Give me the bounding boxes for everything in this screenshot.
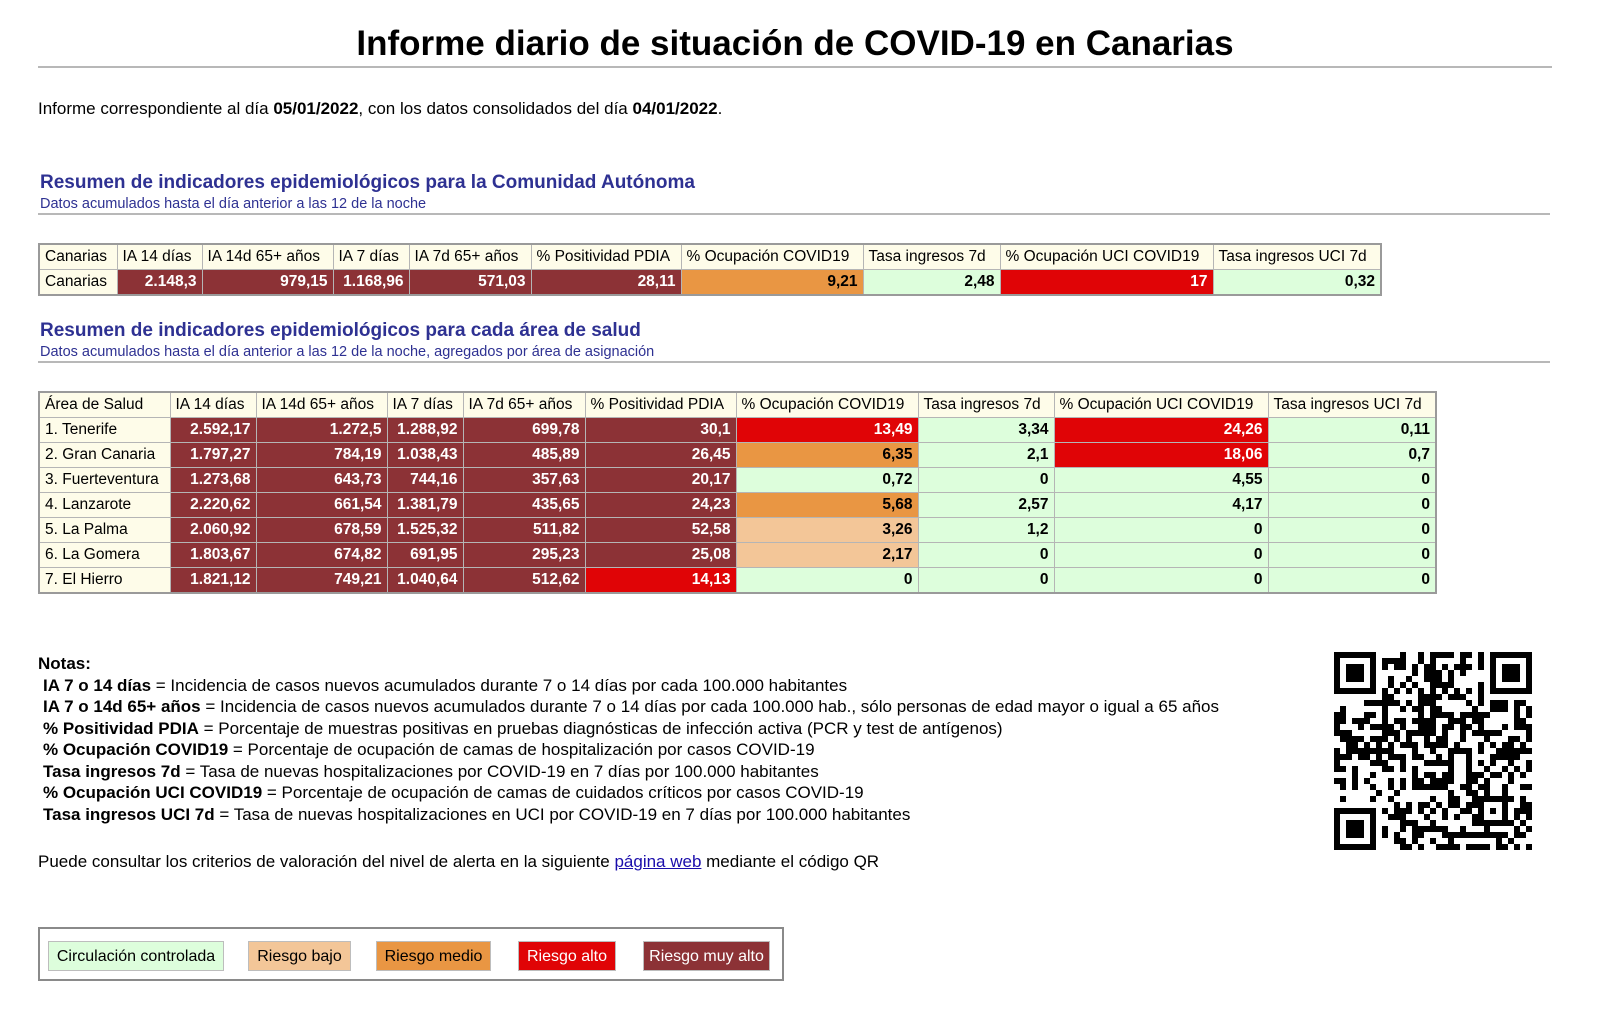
- indicator-cell: 749,21: [256, 568, 387, 594]
- column-header: IA 7d 65+ años: [463, 392, 585, 418]
- indicator-cell: 1.168,96: [333, 270, 409, 296]
- column-header: IA 14d 65+ años: [256, 392, 387, 418]
- indicator-cell: 0: [1268, 493, 1436, 518]
- column-header: % Positividad PDIA: [531, 244, 681, 270]
- indicator-cell: 1.288,92: [387, 418, 463, 443]
- indicator-cell: 24,23: [585, 493, 736, 518]
- note-term: % Positividad PDIA: [43, 718, 199, 738]
- legend-riesgo-medio: Riesgo medio: [376, 941, 491, 971]
- note-definition: = Porcentaje de ocupación de camas de hospitalización por casos COVID-19: [228, 740, 815, 759]
- indicator-cell: 25,08: [585, 543, 736, 568]
- indicator-cell: 13,49: [736, 418, 918, 443]
- note-definition: = Tasa de nuevas hospitalizaciones por COVID-19 en 7 días por 100.000 habitantes: [180, 761, 819, 781]
- indicator-cell: 357,63: [463, 468, 585, 493]
- indicator-cell: 0: [1268, 543, 1436, 568]
- legend-circulacion-controlada: Circulación controlada: [48, 941, 224, 971]
- indicator-cell: 2,1: [918, 443, 1054, 468]
- column-header: % Ocupación COVID19: [736, 392, 918, 418]
- note-term: % Ocupación UCI COVID19: [43, 783, 263, 802]
- column-header: % Ocupación COVID19: [681, 244, 863, 270]
- indicator-cell: 2,17: [736, 543, 918, 568]
- indicator-cell: 18,06: [1054, 443, 1268, 468]
- indicator-cell: 5,68: [736, 493, 918, 518]
- row-label: Canarias: [39, 270, 117, 296]
- consult-text: [38, 852, 879, 872]
- indicator-cell: 0,7: [1268, 443, 1436, 468]
- note-term: IA 7 o 14 días: [43, 675, 152, 695]
- indicator-cell: 2,48: [863, 270, 1000, 296]
- table-header-row: [39, 392, 1436, 418]
- row-label: 7. El Hierro: [39, 568, 170, 594]
- indicator-cell: 1.272,5: [256, 418, 387, 443]
- indicator-cell: 0: [918, 568, 1054, 594]
- indicator-cell: 17: [1000, 270, 1213, 296]
- section2-subtitle: Datos acumulados hasta el día anterior a las 12 de la noche, agregados por área de asignación: [40, 344, 655, 360]
- indicator-cell: 674,82: [256, 543, 387, 568]
- indicator-cell: 0,72: [736, 468, 918, 493]
- risk-legend: [38, 927, 784, 981]
- row-label: 2. Gran Canaria: [39, 443, 170, 468]
- note-item: [38, 675, 1219, 697]
- indicator-cell: 14,13: [585, 568, 736, 594]
- column-header: IA 7 días: [333, 244, 409, 270]
- note-definition: = Incidencia de casos nuevos acumulados durante 7 o 14 días por cada 100.000 habitantes: [151, 675, 848, 695]
- indicator-cell: 0: [1054, 568, 1268, 594]
- page-title: Informe diario de situación de COVID-19 en Canarias: [356, 24, 1234, 63]
- note-item: [38, 761, 1219, 783]
- table-row: [39, 270, 1381, 296]
- column-header: Tasa ingresos 7d: [863, 244, 1000, 270]
- indicator-cell: 0: [1268, 518, 1436, 543]
- consult-prefix: Puede consultar los criterios de valoración del nivel de alerta en la siguiente: [38, 852, 615, 871]
- indicator-cell: 0: [918, 468, 1054, 493]
- section1-divider: [38, 213, 1550, 215]
- indicator-cell: 24,26: [1054, 418, 1268, 443]
- note-term: IA 7 o 14d 65+ años: [43, 697, 201, 716]
- note-term: % Ocupación COVID19: [43, 740, 229, 759]
- indicator-cell: 0: [1054, 543, 1268, 568]
- indicator-cell: 0,11: [1268, 418, 1436, 443]
- note-item: [38, 782, 1219, 804]
- notes-block: [38, 653, 1219, 825]
- indicator-cell: 30,1: [585, 418, 736, 443]
- note-term: Tasa ingresos 7d: [43, 761, 181, 781]
- indicator-cell: 511,82: [463, 518, 585, 543]
- indicator-cell: 784,19: [256, 443, 387, 468]
- health-area-indicators-table: [38, 391, 1437, 594]
- table-row: [39, 493, 1436, 518]
- section2-divider: [38, 361, 1550, 363]
- column-header: % Ocupación UCI COVID19: [1000, 244, 1213, 270]
- indicator-cell: 691,95: [387, 543, 463, 568]
- indicator-cell: 0: [918, 543, 1054, 568]
- indicator-cell: 3,34: [918, 418, 1054, 443]
- column-header: IA 7 días: [387, 392, 463, 418]
- intro-prefix: Informe correspondiente al día: [38, 99, 274, 118]
- indicator-cell: 28,11: [531, 270, 681, 296]
- row-label: 4. Lanzarote: [39, 493, 170, 518]
- indicator-cell: 6,35: [736, 443, 918, 468]
- indicator-cell: 571,03: [409, 270, 531, 296]
- indicator-cell: 435,65: [463, 493, 585, 518]
- table-row: [39, 443, 1436, 468]
- indicator-cell: 2.148,3: [117, 270, 202, 296]
- intro-middle: , con los datos consolidados del día: [358, 99, 633, 118]
- section1-subtitle: Datos acumulados hasta el día anterior a las 12 de la noche: [40, 196, 427, 212]
- indicator-cell: 0: [1268, 568, 1436, 594]
- indicator-cell: 3,26: [736, 518, 918, 543]
- indicator-cell: 4,55: [1054, 468, 1268, 493]
- column-header: Canarias: [39, 244, 117, 270]
- community-indicators-table: [38, 243, 1382, 296]
- legend-riesgo-alto: Riesgo alto: [518, 941, 616, 971]
- report-intro: [38, 99, 722, 119]
- indicator-cell: 678,59: [256, 518, 387, 543]
- indicator-cell: 9,21: [681, 270, 863, 296]
- column-header: IA 7d 65+ años: [409, 244, 531, 270]
- indicator-cell: 979,15: [202, 270, 333, 296]
- indicator-cell: 26,45: [585, 443, 736, 468]
- indicator-cell: 0,32: [1213, 270, 1381, 296]
- note-term: Tasa ingresos UCI 7d: [43, 804, 215, 824]
- indicator-cell: 661,54: [256, 493, 387, 518]
- indicator-cell: 643,73: [256, 468, 387, 493]
- indicator-cell: 20,17: [585, 468, 736, 493]
- notes-title: Notas:: [38, 654, 91, 673]
- indicator-cell: 1.797,27: [170, 443, 256, 468]
- column-header: IA 14d 65+ años: [202, 244, 333, 270]
- row-label: 3. Fuerteventura: [39, 468, 170, 493]
- note-definition: = Porcentaje de muestras positivas en pruebas diagnósticas de infección activa (PCR y test de antígenos): [198, 718, 1003, 738]
- table-row: [39, 468, 1436, 493]
- indicator-cell: 0: [1054, 518, 1268, 543]
- column-header: % Positividad PDIA: [585, 392, 736, 418]
- indicator-cell: 1.381,79: [387, 493, 463, 518]
- table-row: [39, 568, 1436, 594]
- indicator-cell: 1.040,64: [387, 568, 463, 594]
- indicator-cell: 0: [1268, 468, 1436, 493]
- legend-riesgo-muy-alto: Riesgo muy alto: [643, 941, 770, 971]
- note-item: [38, 696, 1219, 718]
- indicator-cell: 52,58: [585, 518, 736, 543]
- column-header: Tasa ingresos UCI 7d: [1268, 392, 1436, 418]
- indicator-cell: 1.038,43: [387, 443, 463, 468]
- indicator-cell: 2,57: [918, 493, 1054, 518]
- indicator-cell: 1.525,32: [387, 518, 463, 543]
- note-definition: = Porcentaje de ocupación de camas de cuidados críticos por casos COVID-19: [262, 783, 864, 802]
- indicator-cell: 1,2: [918, 518, 1054, 543]
- column-header: Tasa ingresos UCI 7d: [1213, 244, 1381, 270]
- indicator-cell: 0: [736, 568, 918, 594]
- indicator-cell: 2.060,92: [170, 518, 256, 543]
- indicator-cell: 485,89: [463, 443, 585, 468]
- indicator-cell: 2.220,62: [170, 493, 256, 518]
- column-header: IA 14 días: [170, 392, 256, 418]
- column-header: Área de Salud: [39, 392, 170, 418]
- intro-suffix: .: [717, 99, 723, 118]
- data-date: 04/01/2022: [632, 99, 718, 118]
- row-label: 1. Tenerife: [39, 418, 170, 443]
- section1-title: Resumen de indicadores epidemiológicos para la Comunidad Autónoma: [40, 172, 695, 193]
- indicator-cell: 1.821,12: [170, 568, 256, 594]
- indicator-cell: 1.273,68: [170, 468, 256, 493]
- table-header-row: [39, 244, 1381, 270]
- note-definition: = Tasa de nuevas hospitalizaciones en UCI por COVID-19 en 7 días por 100.000 habitantes: [214, 804, 911, 824]
- column-header: Tasa ingresos 7d: [918, 392, 1054, 418]
- alert-criteria-link[interactable]: página web: [614, 852, 702, 871]
- table-row: [39, 418, 1436, 443]
- indicator-cell: 2.592,17: [170, 418, 256, 443]
- table-row: [39, 518, 1436, 543]
- column-header: IA 14 días: [117, 244, 202, 270]
- column-header: % Ocupación UCI COVID19: [1054, 392, 1268, 418]
- indicator-cell: 295,23: [463, 543, 585, 568]
- indicator-cell: 1.803,67: [170, 543, 256, 568]
- consult-suffix: mediante el código QR: [701, 852, 880, 871]
- indicator-cell: 512,62: [463, 568, 585, 594]
- table-row: [39, 543, 1436, 568]
- report-date: 05/01/2022: [273, 99, 359, 118]
- title-divider: [38, 66, 1552, 68]
- note-item: [38, 739, 1219, 761]
- indicator-cell: 744,16: [387, 468, 463, 493]
- row-label: 5. La Palma: [39, 518, 170, 543]
- note-item: [38, 804, 1219, 826]
- legend-riesgo-bajo: Riesgo bajo: [248, 941, 351, 971]
- indicator-cell: 4,17: [1054, 493, 1268, 518]
- row-label: 6. La Gomera: [39, 543, 170, 568]
- qr-code-icon[interactable]: [1334, 652, 1532, 850]
- note-definition: = Incidencia de casos nuevos acumulados durante 7 o 14 días por cada 100.000 hab., sólo personas de edad mayor o igual a 65 años: [200, 697, 1219, 716]
- indicator-cell: 699,78: [463, 418, 585, 443]
- note-item: [38, 718, 1219, 740]
- section2-title: Resumen de indicadores epidemiológicos para cada área de salud: [40, 320, 641, 341]
